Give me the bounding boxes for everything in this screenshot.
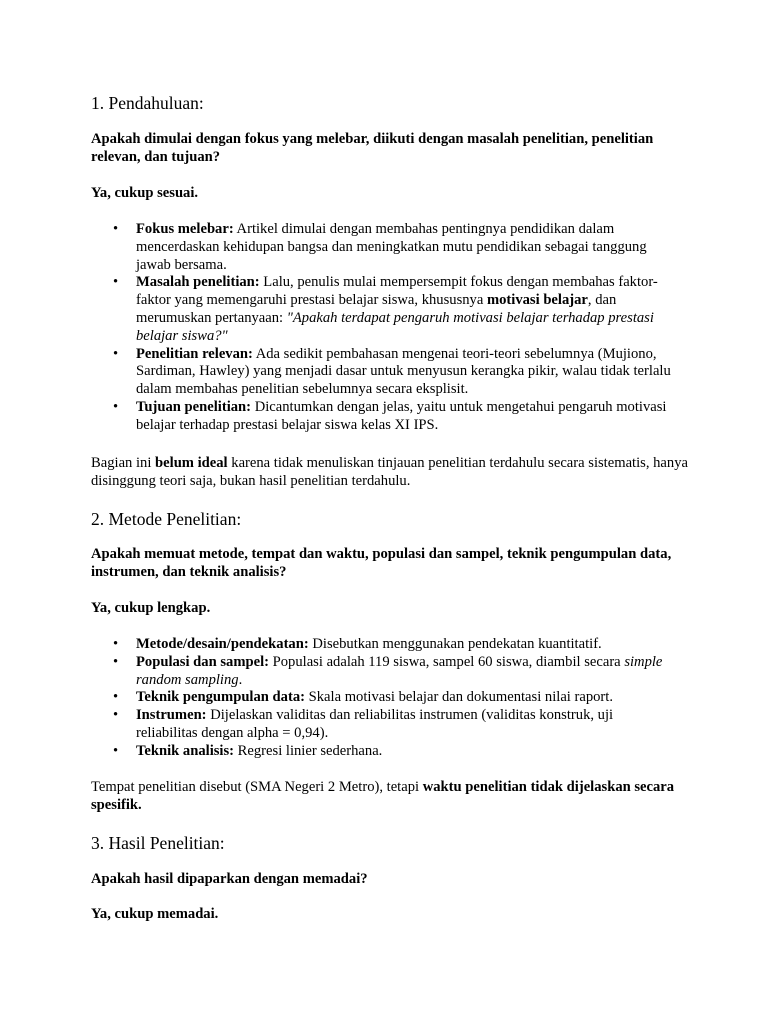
item-text: Regresi linier sederhana. xyxy=(234,742,383,759)
question-pendahuluan: Apakah dimulai dengan fokus yang melebar, diikuti dengan masalah penelitian, penelitian relevan, dan tujuan? xyxy=(91,131,654,165)
item-strong: motivasi belajar xyxy=(486,292,588,309)
list-item xyxy=(91,221,676,274)
note-strong: belum ideal xyxy=(155,455,228,471)
answer-pendahuluan: Ya, cukup sesuai. xyxy=(91,185,199,201)
item-text: Ada sedikit pembahasan mengenai teori-teori sebelumnya (Mujiono, Sardiman, Hawley) yang menjadi dasar untuk menyusun kerangka pikir, walau tidak terlalu dalam membahas penelitian sebelumnya secara eksplisit. xyxy=(136,345,671,398)
item-label: Penelitian relevan: xyxy=(136,345,253,362)
question-metode: Apakah memuat metode, tempat dan waktu, populasi dan sampel, teknik pengumpulan data, instrumen, dan teknik analisis? xyxy=(91,546,672,580)
item-label: Masalah penelitian: xyxy=(136,274,260,291)
item-text: Disebutkan menggunakan pendekatan kuantitatif. xyxy=(308,636,602,652)
item-label: Teknik pengumpulan data: xyxy=(136,689,305,706)
item-label: Fokus melebar: xyxy=(136,221,234,237)
note-pendahuluan: Bagian ini belum ideal karena tidak menuliskan tinjauan penelitian terdahulu secara sistematis, hanya disinggung teori saja, bukan hasil penelitian terdahulu. xyxy=(91,455,688,489)
section-heading-metode: 2. Metode Penelitian: xyxy=(91,509,242,529)
list-item xyxy=(91,274,676,345)
list-item xyxy=(91,399,676,435)
item-label: Tujuan penelitian: xyxy=(136,398,252,415)
note-metode: Tempat penelitian disebut (SMA Negeri 2 Metro), tetapi waktu penelitian tidak dijelaskan secara spesifik. xyxy=(91,779,675,813)
answer-hasil: Ya, cukup memadai. xyxy=(91,906,219,922)
item-label: Instrumen: xyxy=(136,707,207,724)
list-item xyxy=(91,707,676,743)
bullet-list-pendahuluan xyxy=(91,221,691,435)
question-hasil: Apakah hasil dipaparkan dengan memadai? xyxy=(91,871,368,887)
list-item xyxy=(91,654,676,690)
item-label: Populasi dan sampel: xyxy=(136,653,269,670)
item-label: Metode/desain/pendekatan: xyxy=(136,636,309,652)
item-text: Populasi adalah 119 siswa, sampel 60 siswa, diambil secara xyxy=(269,653,625,670)
answer-metode: Ya, cukup lengkap. xyxy=(91,600,211,616)
item-em: simple random sampling xyxy=(136,653,663,688)
list-item xyxy=(91,743,676,761)
item-text: Dicantumkan dengan jelas, yaitu untuk mengetahui pengaruh motivasi belajar terhadap prestasi belajar siswa kelas XI IPS. xyxy=(136,398,667,433)
item-text: Skala motivasi belajar dan dokumentasi nilai raport. xyxy=(304,689,613,706)
list-item xyxy=(91,689,676,707)
section-heading-hasil: 3. Hasil Penelitian: xyxy=(91,833,225,853)
item-text: . xyxy=(238,671,243,688)
section-heading-pendahuluan: 1. Pendahuluan: xyxy=(91,93,204,113)
item-text: Artikel dimulai dengan membahas pentingnya pendidikan dalam mencerdaskan kehidupan bangsa dan meningkatkan mutu pendidikan sebagai tanggung jawab bersama. xyxy=(136,221,647,273)
note-strong: waktu penelitian tidak dijelaskan secara spesifik. xyxy=(91,779,675,813)
item-quote: "Apakah terdapat pengaruh motivasi belajar terhadap prestasi belajar siswa?" xyxy=(136,309,654,344)
item-text: , dan merumuskan pertanyaan: xyxy=(136,292,617,326)
list-item xyxy=(91,636,676,654)
list-item xyxy=(91,346,676,399)
bullet-list-metode xyxy=(91,636,691,761)
item-text: Lalu, penulis mulai mempersempit fokus dengan membahas faktor-faktor yang memengaruhi prestasi belajar siswa, khususnya xyxy=(136,274,658,309)
item-text: Dijelaskan validitas dan reliabilitas instrumen (validitas konstruk, uji reliabilitas dengan alpha = 0,94). xyxy=(136,707,614,741)
item-label: Teknik analisis: xyxy=(136,742,235,759)
